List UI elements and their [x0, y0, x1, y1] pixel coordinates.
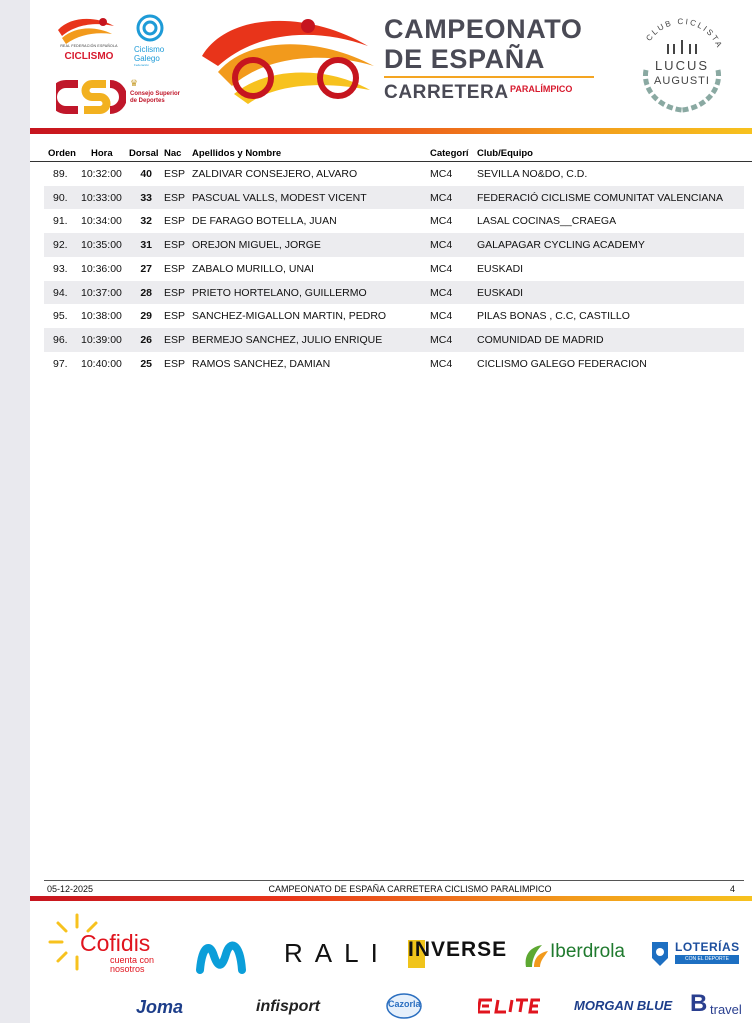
nac-cell: ESP [164, 215, 186, 228]
dorsal-cell: 26 [140, 333, 152, 346]
club-cell: FEDERACIÓ CICLISME COMUNITAT VALENCIANA [477, 191, 724, 204]
footer-color-band [30, 896, 752, 901]
col-dorsal: Dorsal [129, 148, 159, 159]
rfec-ciclismo-label: CICLISMO [64, 51, 114, 62]
col-name: Apellidos y Nombre [192, 148, 282, 159]
loterias-logo: LOTERÍAS [675, 940, 740, 954]
event-title-line3: CARRETERA [384, 82, 509, 103]
category-cell: MC4 [430, 262, 453, 275]
orden-cell: 95. [53, 310, 68, 323]
category-cell: MC4 [430, 333, 453, 346]
category-cell: MC4 [430, 215, 453, 228]
table-row [44, 304, 744, 328]
club-cell: LASAL COCINAS__CRAEGA [477, 215, 617, 228]
category-cell: MC4 [430, 168, 453, 180]
table-row [44, 352, 744, 376]
club-cell: EUSKADI [477, 262, 524, 275]
dorsal-cell: 29 [140, 310, 152, 323]
club-cell: PILAS BONAS , C.C, CASTILLO [477, 310, 630, 323]
inverse-logo: INVERSE [408, 938, 508, 961]
category-cell: MC4 [430, 357, 453, 370]
orden-cell: 96. [53, 333, 68, 346]
hora-cell: 10:39:00 [81, 333, 122, 346]
club-logo [630, 10, 734, 114]
dorsal-cell: 28 [140, 286, 152, 299]
btravel-mark: B [690, 990, 708, 1017]
club-name-line2: AUGUSTI [654, 75, 710, 87]
rider-name-cell: DE FARAGO BOTELLA, JUAN [192, 215, 337, 228]
orden-cell: 94. [53, 286, 68, 299]
nac-cell: ESP [164, 168, 186, 180]
btravel-logo: travel [710, 1002, 742, 1017]
joma-logo: Joma [136, 997, 184, 1017]
hora-cell: 10:37:00 [81, 286, 122, 299]
nac-cell: ESP [164, 357, 186, 370]
cazorla-logo: Cazorla [388, 999, 421, 1009]
dorsal-cell: 31 [140, 239, 152, 252]
table-row [44, 162, 744, 186]
category-cell: MC4 [430, 239, 453, 252]
dorsal-cell: 32 [140, 215, 152, 228]
table-row [44, 186, 744, 210]
club-cell: CICLISMO GALEGO FEDERACION [477, 357, 647, 370]
loterias-subtitle: CON EL DEPORTE [675, 955, 739, 964]
footer-title: CAMPEONATO DE ESPAÑA CARRETERA CICLISMO PARALIMPICO [268, 884, 552, 894]
results-page [30, 0, 752, 1023]
nac-cell: ESP [164, 286, 186, 299]
csd-logo-icon [56, 80, 126, 114]
table-row [44, 257, 744, 281]
cofidis-logo: Cofidis [80, 930, 151, 956]
orden-cell: 93. [53, 262, 68, 275]
orden-cell: 89. [53, 168, 68, 180]
table-header [30, 146, 752, 162]
rider-name-cell: BERMEJO SANCHEZ, JULIO ENRIQUE [192, 333, 383, 346]
footer-date: 05-12-2025 [47, 884, 94, 894]
nac-cell: ESP [164, 239, 186, 252]
club-cell: SEVILLA NO&DO, C.D. [477, 168, 588, 180]
dorsal-cell: 27 [140, 262, 152, 275]
table-row [44, 233, 744, 257]
loterias-badge-icon [650, 940, 670, 968]
club-arc-label: CLUB CICLISTA [644, 16, 725, 51]
rider-name-cell: ZABALO MURILLO, UNAI [192, 262, 314, 275]
nac-cell: ESP [164, 310, 186, 323]
col-orden: Orden [48, 148, 76, 159]
dorsal-cell: 40 [140, 168, 152, 180]
galego-tiny-label: Federación [134, 63, 150, 67]
hora-cell: 10:32:00 [81, 168, 122, 180]
table-row [44, 328, 744, 352]
club-cell: GALAPAGAR CYCLING ACADEMY [477, 239, 645, 252]
rfec-federation-label: REAL FEDERACIÓN ESPAÑOLA [60, 44, 118, 48]
hora-cell: 10:33:00 [81, 191, 122, 204]
iberdrola-logo: Iberdrola [550, 941, 625, 962]
infisport-logo: infisport [256, 998, 320, 1015]
cyclist-graphic [198, 16, 378, 108]
hora-cell: 10:40:00 [81, 357, 122, 370]
rider-name-cell: SANCHEZ-MIGALLON MARTIN, PEDRO [192, 310, 387, 323]
orden-cell: 92. [53, 239, 68, 252]
morgan-blue-logo: MORGAN BLUE [574, 998, 673, 1013]
page-number: 4 [730, 884, 736, 894]
category-cell: MC4 [430, 310, 453, 323]
rider-name-cell: PASCUAL VALLS, MODEST VICENT [192, 191, 367, 204]
club-name-line1: LUCUS [654, 58, 710, 73]
rider-name-cell: ZALDIVAR CONSEJERO, ALVARO [192, 168, 358, 180]
category-cell: MC4 [430, 286, 453, 299]
hora-cell: 10:36:00 [81, 262, 122, 275]
col-club: Club/Equipo [477, 148, 533, 159]
dorsal-cell: 33 [140, 191, 152, 204]
movistar-logo-icon [196, 936, 246, 974]
galego-logo-icon [136, 14, 164, 42]
orden-cell: 91. [53, 215, 68, 228]
table-row [44, 281, 744, 305]
rider-name-cell: OREJON MIGUEL, JORGE [192, 239, 321, 252]
col-nac: Nac [164, 148, 182, 159]
dorsal-cell: 25 [140, 357, 152, 370]
nac-cell: ESP [164, 333, 186, 346]
crown-icon: ♛ [130, 78, 139, 88]
hora-cell: 10:34:00 [81, 215, 122, 228]
club-cell: EUSKADI [477, 286, 524, 299]
footer-rule [44, 880, 744, 881]
iberdrola-leaf-icon [522, 941, 550, 969]
elite-logo-icon [478, 996, 540, 1016]
col-hora: Hora [91, 148, 113, 159]
csd-label: Consejo Superior de Deportes [130, 91, 181, 104]
nac-cell: ESP [164, 191, 186, 204]
svg-text:CLUB CICLISTA [644, 17, 724, 50]
galego-label: Ciclismo Galego [134, 45, 165, 63]
nac-cell: ESP [164, 262, 186, 275]
rider-name-cell: RAMOS SANCHEZ, DAMIAN [192, 357, 331, 370]
cofidis-tagline: cuenta con nosotros [110, 955, 155, 974]
title-divider [384, 76, 594, 78]
hora-cell: 10:38:00 [81, 310, 122, 323]
category-cell: MC4 [430, 191, 453, 204]
event-subtitle: PARALÍMPICO [510, 84, 573, 94]
orden-cell: 90. [53, 191, 68, 204]
rider-name-cell: PRIETO HORTELANO, GUILLERMO [192, 286, 367, 299]
hora-cell: 10:35:00 [81, 239, 122, 252]
event-title-line2: DE ESPAÑA [384, 44, 545, 74]
club-cell: COMUNIDAD DE MADRID [477, 333, 604, 346]
event-title-line1: CAMPEONATO [384, 14, 583, 44]
col-categoria: Categorí [430, 148, 469, 159]
table-row [44, 209, 744, 233]
header-color-band [30, 128, 752, 134]
rali-logo: RALI [284, 938, 390, 968]
orden-cell: 97. [53, 357, 68, 370]
